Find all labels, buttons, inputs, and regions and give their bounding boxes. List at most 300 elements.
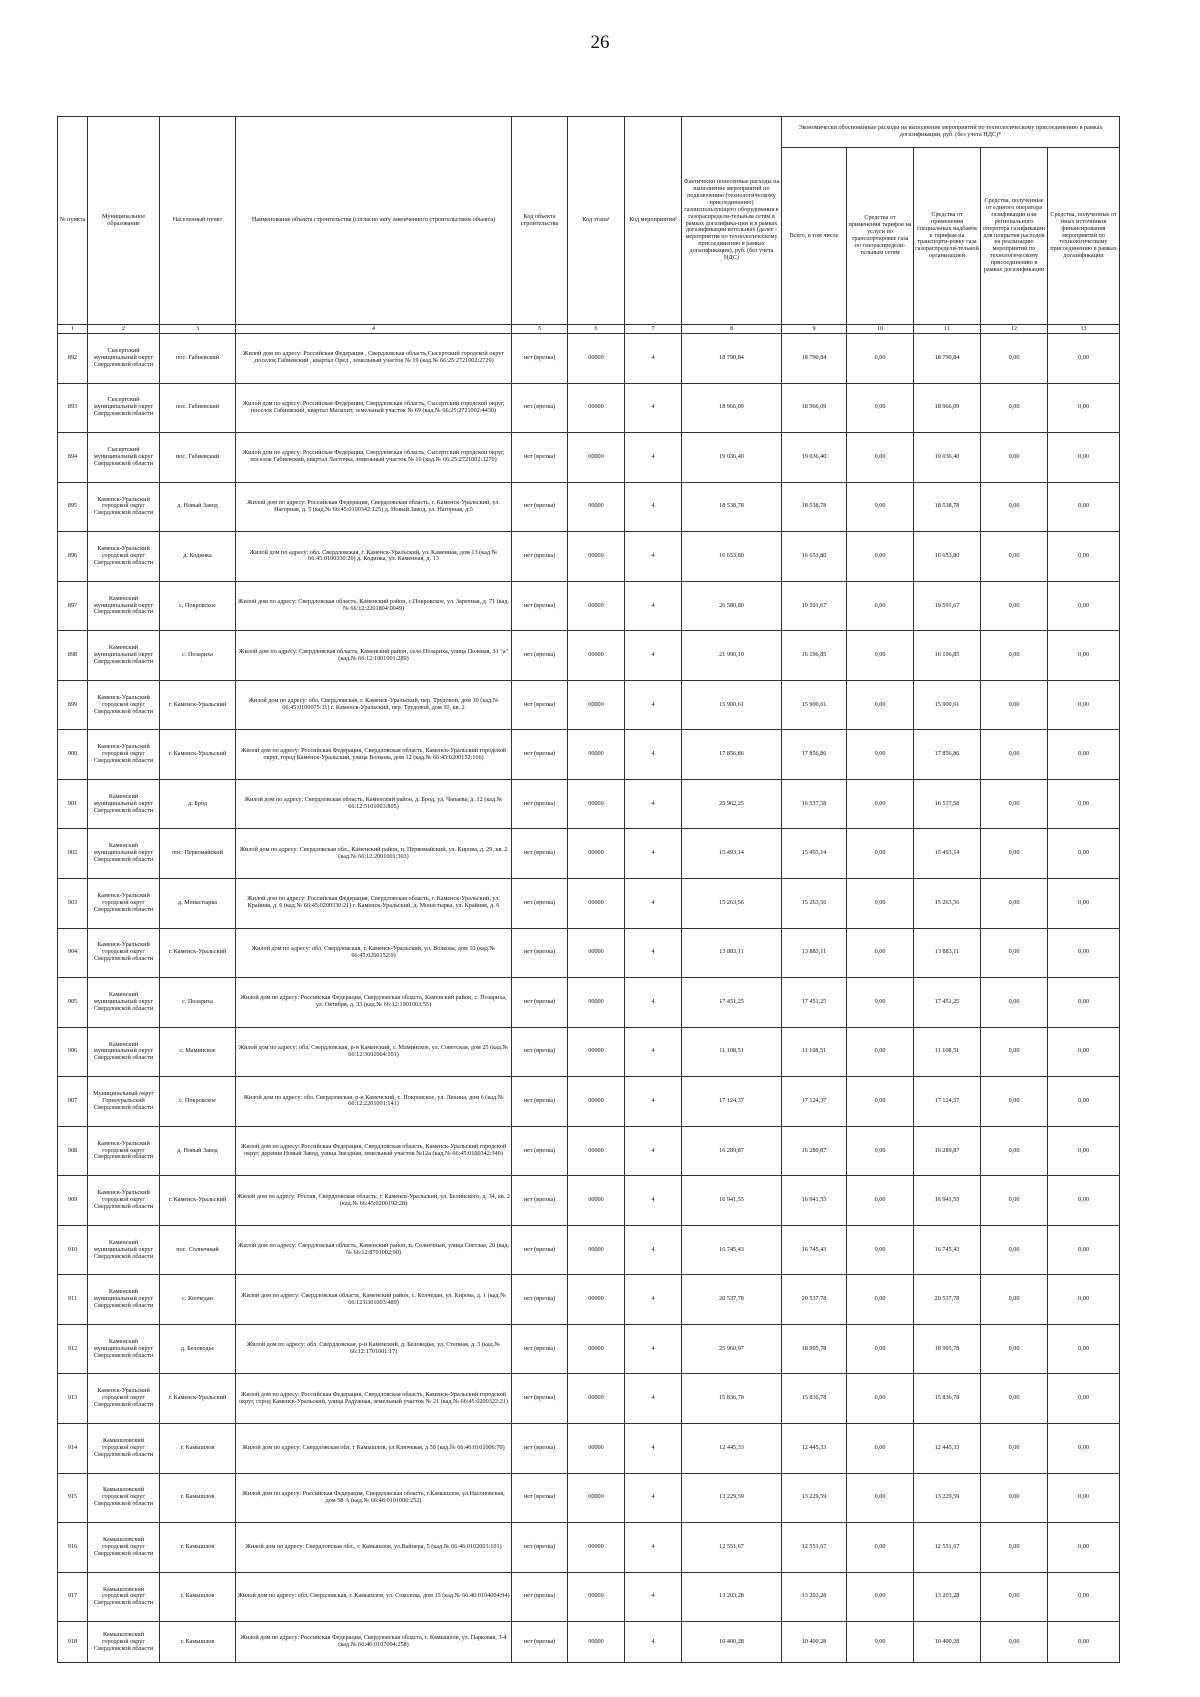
cell-row-number: 913: [58, 1374, 88, 1424]
cell-operator-funds: 0,00: [981, 532, 1048, 582]
cell-object-name: Жилой дом по адресу: обл. Свердловская, р-н Каменский, с. Покровское, ул. Ленина, дом 6 (кад.№ 66:12:2201001:141): [236, 1077, 512, 1127]
cell-event-code: 4: [625, 1424, 682, 1474]
table-row: [58, 334, 1120, 384]
cell-actual-costs: 26 580,80: [682, 581, 782, 631]
cell-total: 13 883,11: [782, 928, 847, 978]
cell-object-code: нет (врезка): [512, 879, 568, 929]
header-row-number: № пункта: [58, 117, 88, 325]
cell-event-code: 4: [625, 1572, 682, 1622]
cell-actual-costs: 12 551,67: [682, 1523, 782, 1573]
cell-object-name: Жилой дом по адресу: обл. Свердловская, р-н Каменский, д. Беловодье, ул. Степная, д. 3 (кад.№ 66:12:1701001:17): [236, 1324, 512, 1374]
cell-object-name: Жилой дом по адресу: Российская Федерация, Свердловская область, Каменск-Уральский городской округ, город Каменск-Уральский, улица Радужная, земельный участок № 21 (кад.№ 66:45:0200322:21): [236, 1374, 512, 1424]
cell-object-name: Жилой дом по адресу: Свердловская область, Каменский район, с. Колчедан, ул. Кирова, д. 1 (кад.№ 66:12:6301003:489): [236, 1275, 512, 1325]
cell-other-funds: 0,00: [1048, 1324, 1120, 1374]
cell-other-funds: 0,00: [1048, 482, 1120, 532]
cell-row-number: 918: [58, 1622, 88, 1663]
cell-stage-code: 00000: [568, 482, 625, 532]
cell-stage-code: 00000: [568, 1374, 625, 1424]
header-operator-funds: Средства, полученные от единого оператора газификации или регионального оператора газификации для покрытия расходов на реализацию мероприятий по технологическому присоединению в рамках догазификации: [981, 148, 1048, 325]
cell-actual-costs: 12 445,33: [682, 1424, 782, 1474]
cell-settlement: пос. Габиевский: [160, 334, 236, 384]
cell-event-code: 4: [625, 334, 682, 384]
column-number: 1: [58, 325, 88, 334]
cell-actual-costs: 15 493,14: [682, 829, 782, 879]
cell-row-number: 899: [58, 680, 88, 730]
table-row: [58, 1324, 1120, 1374]
table-row: [58, 1572, 1120, 1622]
cell-actual-costs: 18 538,78: [682, 482, 782, 532]
table-row: [58, 829, 1120, 879]
cell-stage-code: 00000: [568, 1126, 625, 1176]
table-row: [58, 1077, 1120, 1127]
cell-settlement: г. Камышлов: [160, 1473, 236, 1523]
cell-settlement: д. Новый Завод: [160, 482, 236, 532]
header-justified-costs-group: Экономически обоснованные расходы на выполнение мероприятий по технологическому присоединению в рамках догазификации, руб. (без учета НДС)*: [782, 117, 1120, 148]
cell-object-code: нет (врезка): [512, 779, 568, 829]
cell-tariff-funds: 0,00: [847, 631, 914, 681]
cell-total: 15 900,61: [782, 680, 847, 730]
cell-surcharge-funds: 16 941,55: [914, 1176, 981, 1226]
cell-object-code: нет (врезка): [512, 1027, 568, 1077]
cell-total: 16 537,58: [782, 779, 847, 829]
cell-total: 13 229,59: [782, 1473, 847, 1523]
cell-tariff-funds: 0,00: [847, 829, 914, 879]
cell-settlement: г. Камышлов: [160, 1622, 236, 1663]
cell-total: 16 745,43: [782, 1225, 847, 1275]
table-body: [58, 334, 1120, 1663]
cell-operator-funds: 0,00: [981, 1523, 1048, 1573]
cell-settlement: пос. Первомайский: [160, 829, 236, 879]
page-number: 26: [590, 32, 610, 53]
cell-other-funds: 0,00: [1048, 879, 1120, 929]
cell-object-name: Жилой дом по адресу: Свердловская область, Каменский район, село Позариха, улица Полевая, 31 "а" (кад.№ 66:12:1901001:289): [236, 631, 512, 681]
cell-municipality: Каменск-Уральский городской округ Свердловской области: [88, 1176, 160, 1226]
cell-actual-costs: 21 990,10: [682, 631, 782, 681]
cell-surcharge-funds: 17 451,25: [914, 978, 981, 1028]
cell-actual-costs: 11 108,51: [682, 1027, 782, 1077]
cell-tariff-funds: 0,00: [847, 1027, 914, 1077]
cell-total: 13 203,28: [782, 1572, 847, 1622]
cell-settlement: д. Монастырка: [160, 879, 236, 929]
cell-tariff-funds: 0,00: [847, 680, 914, 730]
cell-stage-code: 00000: [568, 1473, 625, 1523]
table-row: [58, 1374, 1120, 1424]
cell-object-name: Жилой дом по адресу: обл. Свердловская, г. Каменск-Уральский, ул. Каменная, дом 13 (кад.№ 66:45:0100330:20) д. Кодинка, ул. Каменная, д. 13: [236, 532, 512, 582]
cell-event-code: 4: [625, 829, 682, 879]
cell-row-number: 901: [58, 779, 88, 829]
cell-object-name: Жилой дом по адресу: Свердловская обл., г. Камышлов, ул.Вайнера, 5 (кад.№ 66:46:0102003:101): [236, 1523, 512, 1573]
cell-total: 19 036,40: [782, 433, 847, 483]
cell-actual-costs: 13 883,11: [682, 928, 782, 978]
cell-event-code: 4: [625, 1473, 682, 1523]
cell-surcharge-funds: 16 537,58: [914, 779, 981, 829]
cell-municipality: Каменский муниципальный округ Свердловской области: [88, 1225, 160, 1275]
cell-object-name: Жилой дом по адресу: обл. Свердловская, р-н Каменский, с. Маминское, ул. Советская, дом 25 (кад.№ 66:12:3601004:101): [236, 1027, 512, 1077]
cell-settlement: г. Каменск-Уральский: [160, 680, 236, 730]
cell-event-code: 4: [625, 779, 682, 829]
cell-tariff-funds: 0,00: [847, 581, 914, 631]
cell-object-code: нет (врезка): [512, 1622, 568, 1663]
cell-surcharge-funds: 19 591,67: [914, 581, 981, 631]
cell-tariff-funds: 0,00: [847, 879, 914, 929]
cell-object-name: Жилой дом по адресу: Свердловская обл., Каменский район, п. Первомайский, ул. Кирова, д. 29, кв. 2 (кад.№ 66:12:2001001:303): [236, 829, 512, 879]
table-header: [58, 117, 1120, 334]
column-number: 2: [88, 325, 160, 334]
cell-settlement: пос. Габиевский: [160, 433, 236, 483]
cell-tariff-funds: 0,00: [847, 383, 914, 433]
cell-municipality: Каменский муниципальный округ Свердловской области: [88, 581, 160, 631]
cell-row-number: 915: [58, 1473, 88, 1523]
cell-event-code: 4: [625, 1077, 682, 1127]
cell-total: 15 493,14: [782, 829, 847, 879]
cell-operator-funds: 0,00: [981, 829, 1048, 879]
table-row: [58, 1126, 1120, 1176]
cell-object-name: Жилой дом по адресу: обл. Свердловская, г. Каменск-Уральский, пер. Трудовой, дом 10 (кад.№ 66:45:0100075:11) г. Каменск-Уральский, пер. Трудовой, дом 10, кв. 2: [236, 680, 512, 730]
cell-event-code: 4: [625, 978, 682, 1028]
cell-total: 17 124,37: [782, 1077, 847, 1127]
cell-row-number: 894: [58, 433, 88, 483]
cell-surcharge-funds: 18 995,78: [914, 1324, 981, 1374]
cell-stage-code: 00000: [568, 383, 625, 433]
cell-stage-code: 00000: [568, 581, 625, 631]
cell-event-code: 4: [625, 433, 682, 483]
column-number: 8: [682, 325, 782, 334]
cell-object-name: Жилой дом по адресу: Российская Федерация, Свердловская область, г.Камышлов, ул.Насоновская, дом 58 А (кад.№ 66:46:0101006:252): [236, 1473, 512, 1523]
cell-object-code: нет (врезка): [512, 1523, 568, 1573]
cell-operator-funds: 0,00: [981, 730, 1048, 780]
cell-settlement: г. Каменск-Уральский: [160, 1374, 236, 1424]
cell-municipality: Камышловский городской округ Свердловской области: [88, 1424, 160, 1474]
cell-surcharge-funds: 18 538,78: [914, 482, 981, 532]
cell-object-name: Жилой дом по адресу: Российская Федерация, Свердловская область, Каменский район, с. Позариха, ул. Октября, д. 33 (кад.№ 66:12:1901003:55): [236, 978, 512, 1028]
cell-actual-costs: 25 960,97: [682, 1324, 782, 1374]
cell-row-number: 904: [58, 928, 88, 978]
cell-event-code: 4: [625, 631, 682, 681]
cell-object-code: нет (врезка): [512, 383, 568, 433]
cell-total: 16 653,80: [782, 532, 847, 582]
cell-settlement: д. Кодинка: [160, 532, 236, 582]
header-object-name: Наименование объекта строительства (согласно акту законченного строительством объекта): [236, 117, 512, 325]
cell-operator-funds: 0,00: [981, 1176, 1048, 1226]
cell-operator-funds: 0,00: [981, 779, 1048, 829]
table-row: [58, 879, 1120, 929]
cell-object-code: нет (врезка): [512, 433, 568, 483]
cell-row-number: 896: [58, 532, 88, 582]
cell-event-code: 4: [625, 482, 682, 532]
cell-total: 18 790,84: [782, 334, 847, 384]
cell-municipality: Каменск-Уральский городской округ Свердловской области: [88, 482, 160, 532]
cell-total: 16 941,55: [782, 1176, 847, 1226]
cell-actual-costs: 25 962,25: [682, 779, 782, 829]
cell-tariff-funds: 0,00: [847, 1473, 914, 1523]
table-row: [58, 1424, 1120, 1474]
cell-other-funds: 0,00: [1048, 581, 1120, 631]
cell-surcharge-funds: 16 196,85: [914, 631, 981, 681]
cell-tariff-funds: 0,00: [847, 1126, 914, 1176]
cell-event-code: 4: [625, 581, 682, 631]
cell-object-name: Жилой дом по адресу: Российская Федерация, Свердловская область, Сысертский городской округ, поселок Габиевский, квартал Малахит, земельный участок № 69 (кад.№ 66:25:2721002:4430): [236, 383, 512, 433]
cell-row-number: 893: [58, 383, 88, 433]
cell-tariff-funds: 0,00: [847, 1077, 914, 1127]
cell-settlement: г. Камышлов: [160, 1424, 236, 1474]
cell-total: 17 451,25: [782, 978, 847, 1028]
cell-object-name: Жилой дом по адресу: обл. Свердловская, г. Камышлов, ул. Соколова, дом 15 (кад.№ 66:46:0104004:94): [236, 1572, 512, 1622]
cell-stage-code: 00000: [568, 1077, 625, 1127]
cell-object-name: Жилой дом по адресу: Российская Федерация, Свердловская область, г. Каменск-Уральский, ул. Нагорная, д. 5 (кад.№ 66:45:0100342:125) д. Новый Завод, ул. Нагорная, д.5: [236, 482, 512, 532]
cell-object-code: нет (врезка): [512, 1225, 568, 1275]
cell-object-name: Жилой дом по адресу: Российская Федерация, Свердловская область, г. Камышлов, ул. Парковая, 3-4 (кад.№ 66:46:0107004:258): [236, 1622, 512, 1663]
cell-municipality: Каменск-Уральский городской округ Свердловской области: [88, 1126, 160, 1176]
cell-operator-funds: 0,00: [981, 978, 1048, 1028]
column-number-row: [58, 325, 1120, 334]
cell-operator-funds: 0,00: [981, 879, 1048, 929]
cell-row-number: 900: [58, 730, 88, 780]
cell-object-name: Жилой дом по адресу: Российская Федерация, Свердловская область, г. Каменск-Уральский, ул. Крайняя, д. 6 (кад.№ 66:45:0200330:21) г. Каменск-Уральский, д. Монастырка, ул. Крайняя, д. 6: [236, 879, 512, 929]
cell-object-name: Жилой дом по адресу: Свердловская область, Каменский район, д. Брод, ул. Чапаева, д. 12 (кад.№ 66:12:5101003:805): [236, 779, 512, 829]
cell-other-funds: 0,00: [1048, 1176, 1120, 1226]
cell-object-name: Жилой дом по адресу: Российская Федерация, Свердловская область, Каменск-Уральский городской округ, деревня Новый Завод, улица Звездная, земельный участок №12а (кад.№ 66:45:0100342:340): [236, 1126, 512, 1176]
cell-other-funds: 0,00: [1048, 1523, 1120, 1573]
cell-municipality: Каменск-Уральский городской округ Свердловской области: [88, 879, 160, 929]
cell-object-code: нет (врезка): [512, 1275, 568, 1325]
cell-other-funds: 0,00: [1048, 532, 1120, 582]
cell-stage-code: 00000: [568, 928, 625, 978]
cell-stage-code: 00000: [568, 978, 625, 1028]
cell-event-code: 4: [625, 879, 682, 929]
cell-surcharge-funds: 15 493,14: [914, 829, 981, 879]
cell-other-funds: 0,00: [1048, 1027, 1120, 1077]
cell-object-name: Жилой дом по адресу: Российская Федерация, Свердловская область, Сысертский городской округ, поселок Габиевский, квартал Ласточка, земельный участок № 10 (кад.№ 66:25:2721002:3270): [236, 433, 512, 483]
cell-total: 12 551,67: [782, 1523, 847, 1573]
cell-municipality: Каменский муниципальный округ Свердловской области: [88, 1027, 160, 1077]
cell-actual-costs: 19 036,40: [682, 433, 782, 483]
cell-operator-funds: 0,00: [981, 1622, 1048, 1663]
table-row: [58, 1523, 1120, 1573]
cell-stage-code: 00000: [568, 1572, 625, 1622]
cell-settlement: д. Брод: [160, 779, 236, 829]
cell-actual-costs: 17 856,86: [682, 730, 782, 780]
cell-other-funds: 0,00: [1048, 680, 1120, 730]
cell-object-name: Жилой дом по адресу: обл. Свердловская, г. Каменск-Уральский, ул. Волкова, дом 10 (кад.№ 66:45:0200152:9): [236, 928, 512, 978]
cell-stage-code: 00000: [568, 730, 625, 780]
table-row: [58, 581, 1120, 631]
cell-tariff-funds: 0,00: [847, 779, 914, 829]
cell-municipality: Муниципальный округ Горноуральский Свердловской области: [88, 1077, 160, 1127]
cell-other-funds: 0,00: [1048, 1424, 1120, 1474]
cell-row-number: 895: [58, 482, 88, 532]
column-number: 6: [568, 325, 625, 334]
cell-other-funds: 0,00: [1048, 631, 1120, 681]
cell-row-number: 897: [58, 581, 88, 631]
cell-surcharge-funds: 13 883,11: [914, 928, 981, 978]
cell-actual-costs: 13 203,28: [682, 1572, 782, 1622]
cell-event-code: 4: [625, 1523, 682, 1573]
cell-other-funds: 0,00: [1048, 829, 1120, 879]
cell-total: 15 836,78: [782, 1374, 847, 1424]
cell-municipality: Камышловский городской округ Свердловской области: [88, 1572, 160, 1622]
cell-municipality: Сысертский муниципальный округ Свердловской области: [88, 334, 160, 384]
cell-tariff-funds: 0,00: [847, 978, 914, 1028]
cell-operator-funds: 0,00: [981, 1275, 1048, 1325]
cell-row-number: 908: [58, 1126, 88, 1176]
cell-actual-costs: 17 451,25: [682, 978, 782, 1028]
cell-total: 19 591,67: [782, 581, 847, 631]
table-row: [58, 1622, 1120, 1663]
cell-settlement: д. Новый Завод: [160, 1126, 236, 1176]
header-surcharge-funds: Средства от применения специальных надбавок к тарифам на транспорти-ровку газа газораспредели-тельной организацией: [914, 148, 981, 325]
cell-object-code: нет (врезка): [512, 581, 568, 631]
cell-total: 18 966,09: [782, 383, 847, 433]
cell-object-code: нет (врезка): [512, 829, 568, 879]
cell-stage-code: 00000: [568, 1324, 625, 1374]
cell-surcharge-funds: 10 400,28: [914, 1622, 981, 1663]
cell-surcharge-funds: 17 856,86: [914, 730, 981, 780]
cell-tariff-funds: 0,00: [847, 730, 914, 780]
cell-other-funds: 0,00: [1048, 1275, 1120, 1325]
cell-other-funds: 0,00: [1048, 978, 1120, 1028]
cell-total: 12 445,33: [782, 1424, 847, 1474]
header-stage-code: Код этапа¹: [568, 117, 625, 325]
cell-event-code: 4: [625, 730, 682, 780]
header-tariff-funds: Средства от применения тарифов на услуги по транспортировке газа по газораспредели-тельным сетям: [847, 148, 914, 325]
cell-surcharge-funds: 16 289,87: [914, 1126, 981, 1176]
cell-surcharge-funds: 18 790,84: [914, 334, 981, 384]
gasification-costs-table: [57, 116, 1120, 1663]
cell-event-code: 4: [625, 1622, 682, 1663]
cell-surcharge-funds: 18 966,09: [914, 383, 981, 433]
cell-row-number: 912: [58, 1324, 88, 1374]
cell-surcharge-funds: 13 203,28: [914, 1572, 981, 1622]
cell-settlement: г. Камышлов: [160, 1523, 236, 1573]
cell-object-code: нет (врезка): [512, 532, 568, 582]
cell-actual-costs: 16 941,55: [682, 1176, 782, 1226]
cell-operator-funds: 0,00: [981, 482, 1048, 532]
cell-total: 15 263,56: [782, 879, 847, 929]
cell-other-funds: 0,00: [1048, 1572, 1120, 1622]
cell-operator-funds: 0,00: [981, 1027, 1048, 1077]
cell-operator-funds: 0,00: [981, 1324, 1048, 1374]
cell-operator-funds: 0,00: [981, 928, 1048, 978]
cell-total: 17 856,86: [782, 730, 847, 780]
cell-tariff-funds: 0,00: [847, 1225, 914, 1275]
cell-operator-funds: 0,00: [981, 1473, 1048, 1523]
cell-actual-costs: 16 745,43: [682, 1225, 782, 1275]
cell-surcharge-funds: 13 229,59: [914, 1473, 981, 1523]
cell-surcharge-funds: 15 263,56: [914, 879, 981, 929]
table-row: [58, 532, 1120, 582]
cell-object-name: Жилой дом по адресу: Российская Федерация, Свердловская область, Каменск-Уральский городской округ, город Каменск-Уральский, улица Волкова, дом 12 (кад.№ 66:45:0200152:166): [236, 730, 512, 780]
cell-operator-funds: 0,00: [981, 1077, 1048, 1127]
cell-object-code: нет (врезка): [512, 978, 568, 1028]
cell-operator-funds: 0,00: [981, 680, 1048, 730]
table-row: [58, 1027, 1120, 1077]
cell-operator-funds: 0,00: [981, 433, 1048, 483]
cell-tariff-funds: 0,00: [847, 532, 914, 582]
header-actual-costs: Фактически понесенные расходы на выполнение мероприятий по подключению (технологическому присоединению) газоиспользующего оборудования к газораспредели-тельным сетям в рамках догазифика-ции и в рамках догазификации котельных (далее - мероприятия по технологическому присоединению в рамках догазификации), руб. (без учета НДС): [682, 117, 782, 325]
cell-settlement: с. Позариха: [160, 978, 236, 1028]
table-row: [58, 482, 1120, 532]
cell-actual-costs: 17 124,37: [682, 1077, 782, 1127]
cell-settlement: г. Каменск-Уральский: [160, 730, 236, 780]
cell-actual-costs: 10 400,28: [682, 1622, 782, 1663]
cell-row-number: 902: [58, 829, 88, 879]
cell-stage-code: 00000: [568, 532, 625, 582]
cell-settlement: г. Камышлов: [160, 1572, 236, 1622]
cell-tariff-funds: 0,00: [847, 1275, 914, 1325]
cell-municipality: Каменск-Уральский городской округ Свердловской области: [88, 1374, 160, 1424]
table-row: [58, 928, 1120, 978]
cell-surcharge-funds: 19 036,40: [914, 433, 981, 483]
table-row: [58, 978, 1120, 1028]
cell-stage-code: 00000: [568, 1622, 625, 1663]
cell-row-number: 910: [58, 1225, 88, 1275]
cell-actual-costs: 20 537,78: [682, 1275, 782, 1325]
table-row: [58, 631, 1120, 681]
cell-municipality: Каменск-Уральский городской округ Свердловской области: [88, 928, 160, 978]
cell-operator-funds: 0,00: [981, 383, 1048, 433]
cell-municipality: Камышловский городской округ Свердловской области: [88, 1473, 160, 1523]
header-municipality: Муниципальное образование: [88, 117, 160, 325]
cell-settlement: д. Беловодье: [160, 1324, 236, 1374]
cell-municipality: Камышловский городской округ Свердловской области: [88, 1523, 160, 1573]
cell-actual-costs: 13 229,59: [682, 1473, 782, 1523]
cell-tariff-funds: 0,00: [847, 1424, 914, 1474]
cell-other-funds: 0,00: [1048, 1374, 1120, 1424]
cell-actual-costs: 18 966,09: [682, 383, 782, 433]
column-number: 11: [914, 325, 981, 334]
cell-total: 16 289,87: [782, 1126, 847, 1176]
cell-tariff-funds: 0,00: [847, 433, 914, 483]
cell-actual-costs: 18 790,84: [682, 334, 782, 384]
cell-stage-code: 00000: [568, 1275, 625, 1325]
cell-tariff-funds: 0,00: [847, 1572, 914, 1622]
cell-surcharge-funds: 16 745,43: [914, 1225, 981, 1275]
cell-event-code: 4: [625, 1225, 682, 1275]
cell-stage-code: 00000: [568, 680, 625, 730]
cell-other-funds: 0,00: [1048, 433, 1120, 483]
cell-municipality: Каменский муниципальный округ Свердловской области: [88, 631, 160, 681]
cell-municipality: Каменский муниципальный округ Свердловской области: [88, 779, 160, 829]
table-row: [58, 1275, 1120, 1325]
cell-object-code: нет (врезка): [512, 631, 568, 681]
cell-stage-code: 00000: [568, 829, 625, 879]
cell-object-code: нет (врезка): [512, 1424, 568, 1474]
cell-object-code: нет (врезка): [512, 1374, 568, 1424]
cell-object-name: Жилой дом по адресу: Российская Федерация , Свердловская область,Сысертский городской округ ,поселок Габиевский , квартал Орел , земельный участок № 19 (кад.№ 66:25:2721002:2729): [236, 334, 512, 384]
header-total: Всего, в том числе: [782, 148, 847, 325]
cell-settlement: с. Колчедан: [160, 1275, 236, 1325]
cell-object-code: нет (врезка): [512, 730, 568, 780]
cell-settlement: г. Каменск-Уральский: [160, 1176, 236, 1226]
header-object-code: Код объекта строительства: [512, 117, 568, 325]
cell-stage-code: 00000: [568, 779, 625, 829]
cell-other-funds: 0,00: [1048, 1225, 1120, 1275]
cell-total: 20 537,78: [782, 1275, 847, 1325]
cell-row-number: 903: [58, 879, 88, 929]
cell-operator-funds: 0,00: [981, 1225, 1048, 1275]
cell-surcharge-funds: 20 537,78: [914, 1275, 981, 1325]
cell-surcharge-funds: 15 900,61: [914, 680, 981, 730]
cell-object-code: нет (врезка): [512, 482, 568, 532]
cell-other-funds: 0,00: [1048, 779, 1120, 829]
cell-surcharge-funds: 11 108,51: [914, 1027, 981, 1077]
table-row: [58, 1473, 1120, 1523]
cell-stage-code: 00000: [568, 433, 625, 483]
cell-settlement: с. Покровское: [160, 1077, 236, 1127]
cell-row-number: 914: [58, 1424, 88, 1474]
column-number: 13: [1048, 325, 1120, 334]
cell-municipality: Сысертский муниципальный округ Свердловской области: [88, 383, 160, 433]
